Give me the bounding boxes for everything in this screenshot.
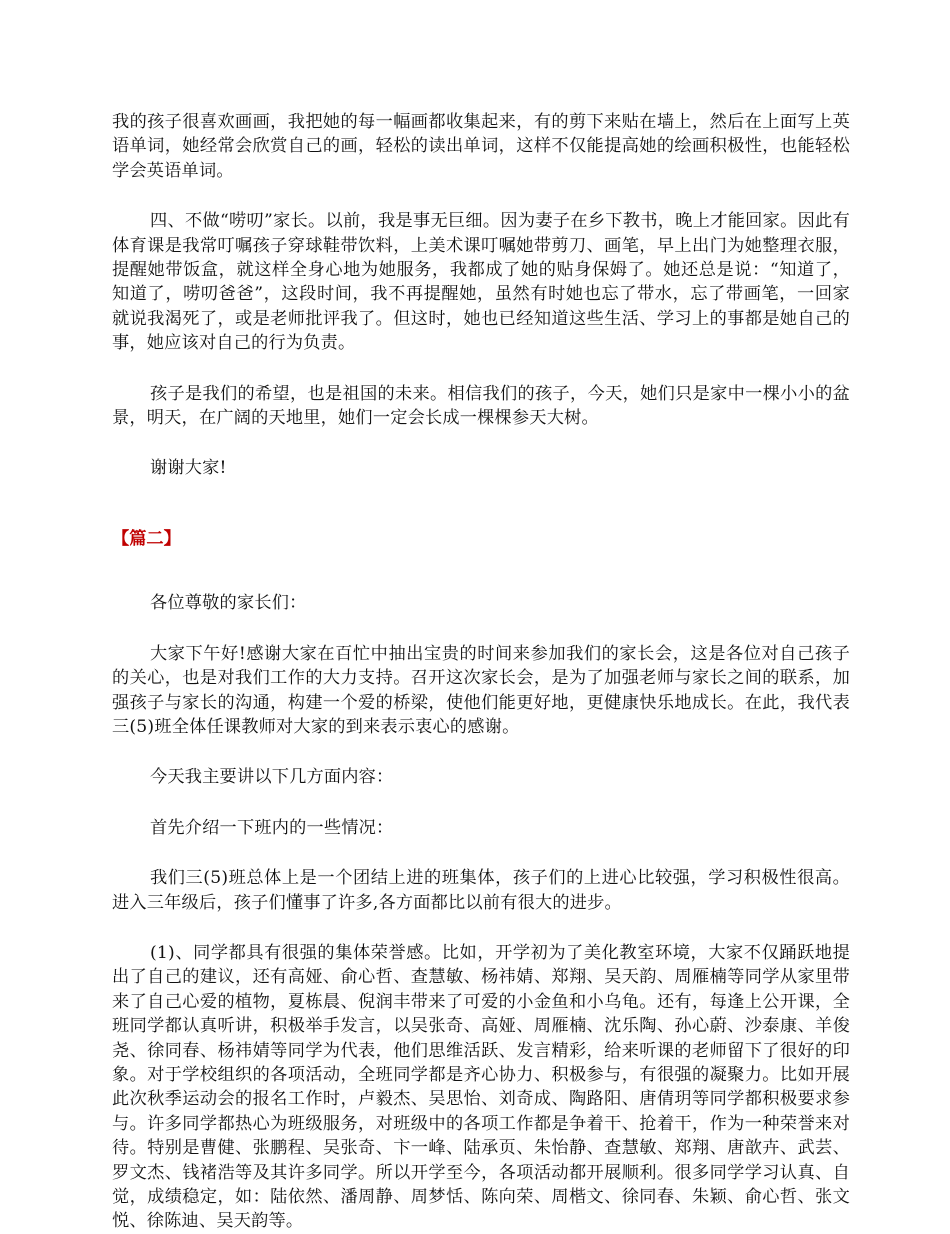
paragraph-no-nagging: 四、不做“唠叨”家长。以前，我是事无巨细。因为妻子在乡下教书，晚上才能回家。因此有体育课是我常叮嘱孩子穿球鞋带饮料，上美术课叮嘱她带剪刀、画笔，早上出门为她整理衣服，提醒她带饭盒，就这样全身心地为她服务，我都成了她的贴身保姆了。她还总是说：“知道了，知道了，唠叨爸爸”，这段时间，我不再提醒她，虽然有时她也忘了带水，忘了带画笔，一回家就说我渴死了，或是老师批评我了。但这时，她也已经知道这些生活、学习上的事都是她自己的事，她应该对自己的行为负责。 [112, 211, 850, 354]
paragraph-gap [112, 790, 850, 816]
paragraph-gap [112, 616, 850, 642]
paragraph-gap [112, 430, 850, 456]
section-heading: 【篇二】 [112, 528, 181, 549]
section-gap [112, 481, 850, 527]
paragraph-gap [112, 739, 850, 765]
document-page [112, 110, 850, 1234]
paragraph-greeting: 各位尊敬的家长们： [150, 593, 307, 614]
paragraph-gap [112, 356, 850, 382]
paragraph-gap [112, 840, 850, 866]
paragraph-welcome: 大家下午好!感谢大家在百忙中抽出宝贵的时间来参加我们的家长会，这是各位对自己孩子的关心，也是对我们工作的大力支持。召开这次家长会，是为了加强老师与家长之间的联系，加强孩子与家长的沟通，构建一个爱的桥梁，使他们能更好地，更健康快乐地成长。在此，我代表三(5)班全体任课教师对大家的到来表示衷心的感谢。 [112, 643, 850, 737]
paragraph-collective-honor: (1)、同学都具有很强的集体荣誉感。比如，开学初为了美化教室环境，大家不仅踊跃地提出了自己的建议，还有高娅、俞心哲、查慧敏、杨祎婧、郑翔、吴天韵、周雁楠等同学从家里带来了自己心爱的植物，夏栋晨、倪润丰带来了可爱的小金鱼和小乌龟。还有，每逢上公开课，全班同学都认真听讲，积极举手发言，以吴张奇、高娅、周雁楠、沈乐陶、孙心蔚、沙泰康、羊俊尧、徐同春、杨祎婧等同学为代表，他们思维活跃、发言精彩，给来听课的老师留下了很好的印象。对于学校组织的各项活动，全班同学都是齐心协力、积极参与，有很强的凝聚力。比如开展此次秋季运动会的报名工作时，卢毅杰、吴思怡、刘奇成、陶路阳、唐倩玥等同学都积极要求参与。许多同学都热心为班级服务，对班级中的各项工作都是争着干、抢着干，作为一种荣誉来对待。特别是曹健、张鹏程、吴张奇、卞一峰、陆承页、朱怡静、查慧敏、郑翔、唐歆卉、武芸、罗文杰、钱褚浩等及其许多同学。所以开学至今，各项活动都开展顺利。很多同学学习认真、自觉，成绩稳定，如：陆依然、潘周静、周梦恬、陈向荣、周楷文、徐同春、朱颖、俞心哲、张文悦、徐陈迪、吴天韵等。 [112, 942, 850, 1232]
section-gap [112, 551, 850, 591]
paragraph-intro: 首先介绍一下班内的一些情况： [150, 817, 394, 838]
paragraph-thanks: 谢谢大家! [150, 458, 227, 479]
paragraph-topics: 今天我主要讲以下几方面内容： [150, 767, 394, 788]
paragraph-gap [112, 183, 850, 209]
paragraph-hope: 孩子是我们的希望，也是祖国的未来。相信我们的孩子，今天，她们只是家中一棵小小的盆景，明天，在广阔的天地里，她们一定会长成一棵棵参天大树。 [112, 383, 850, 429]
paragraph-painting: 我的孩子很喜欢画画，我把她的每一幅画都收集起来，有的剪下来贴在墙上，然后在上面写上英语单词，她经常会欣赏自己的画，轻松的读出单词，这样不仅能提高她的绘画积极性，也能轻松学会英语单词。 [112, 112, 850, 181]
paragraph-gap [112, 915, 850, 941]
paragraph-class-overview: 我们三(5)班总体上是一个团结上进的班集体，孩子们的上进心比较强，学习积极性很高。进入三年级后，孩子们懂事了许多,各方面都比以前有很大的进步。 [112, 868, 850, 913]
